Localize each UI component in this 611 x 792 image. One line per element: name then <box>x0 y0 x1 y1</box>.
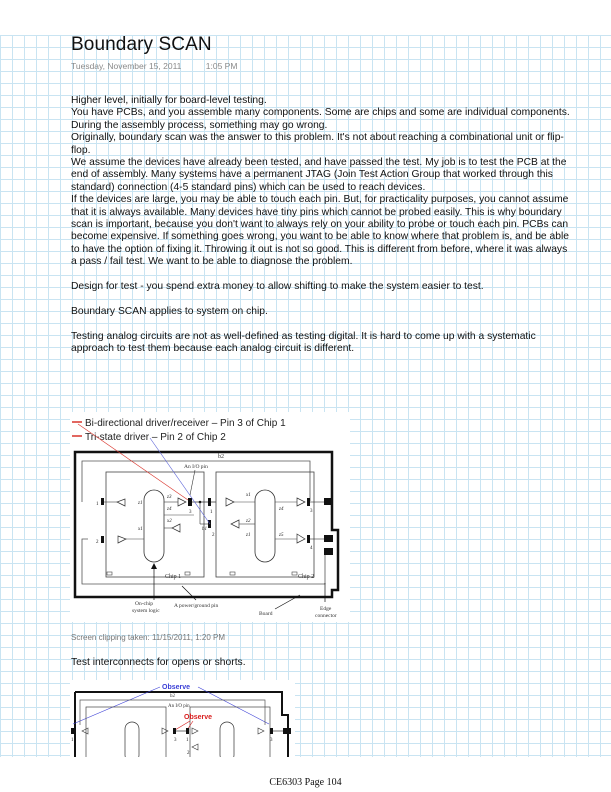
svg-text:z5: z5 <box>279 533 284 538</box>
notes-body <box>71 95 571 355</box>
note-paragraph: If the devices are large, you may be able to touch each pin. But, for practicality purposes, you cannot assume that it is always available. Many devices have tiny pins which cannot be probed easily. This is why boundary scan is important, because you don't want to always rely on your ability to probe or touch each pin. PCBs can become expensive. If something goes wrong, you want to be able to know where that problem is, and be able to have the option of fixing it. Throwing it out is not so good. This is different from before, where it was always a pass / fail test. We want to be able to diagnose the problem. <box>71 194 569 268</box>
svg-text:z1: z1 <box>138 501 143 506</box>
svg-text:1: 1 <box>96 502 99 507</box>
svg-text:2: 2 <box>96 540 99 545</box>
svg-text:1: 1 <box>210 510 213 515</box>
svg-text:z1: z1 <box>246 533 251 538</box>
board-diagram <box>70 412 350 622</box>
chip-2-logic-block <box>255 490 275 562</box>
observe-diagram <box>70 680 295 757</box>
svg-text:x1: x1 <box>138 527 143 532</box>
svg-text:1: 1 <box>71 738 74 743</box>
label-io-pin: An I/O pin <box>184 464 208 470</box>
note-paragraph: Boundary SCAN applies to system on chip. <box>71 305 268 317</box>
label-b2: b2 <box>170 694 175 699</box>
note-paragraph: You have PCBs, and you assemble many components. Some are chips and some are individual components. During the assembly process, something may go wrong. <box>71 107 570 131</box>
label-io-pin: An I/O pin <box>168 704 190 709</box>
svg-text:z4: z4 <box>279 507 284 512</box>
label-power-ground-pin: A power/ground pin <box>174 603 219 609</box>
clipping-caption: Screen clipping taken: 11/15/2011, 1:20 PM <box>71 633 226 642</box>
note-test-interconnects: Test interconnects for opens or shorts. <box>71 657 246 668</box>
note-paragraph: We assume the devices have already been tested, and have passed the test. My job is to test the PCB at the end of assembly. Many systems have a permanent JTAG (Join Test Action Group that worked through this standard) connection (4-5 standard pins) which can be used to reach devices. <box>71 157 567 193</box>
boundary-scan-diagram-clipping <box>70 412 350 622</box>
label-system-logic: system logic <box>132 608 160 614</box>
svg-text:z4: z4 <box>167 507 172 512</box>
label-connector: connector <box>315 613 337 619</box>
label-on-chip: On-chip <box>135 601 154 607</box>
label-chip-1: Chip 1 <box>165 574 182 580</box>
page-date: Tuesday, November 15, 2011 <box>71 61 182 71</box>
svg-text:3: 3 <box>270 738 273 743</box>
svg-text:2: 2 <box>212 533 215 538</box>
page-title: Boundary SCAN <box>71 34 212 55</box>
label-edge: Edge <box>320 606 332 612</box>
label-b1: b1 <box>202 527 207 532</box>
svg-text:z2: z2 <box>246 519 251 524</box>
note-paragraph: Testing analog circuits are not as well-defined as testing digital. It is hard to come up with a systematic approach to test them because each analog circuit is different. <box>71 330 536 355</box>
page-dateline <box>71 61 237 71</box>
svg-text:4: 4 <box>310 546 313 551</box>
label-b2: b2 <box>218 454 224 460</box>
note-paragraph: Higher level, initially for board-level testing. <box>71 95 267 106</box>
edge-connector-pin <box>324 498 333 505</box>
svg-text:z3: z3 <box>167 495 172 500</box>
edge-connector-pin <box>324 548 333 555</box>
chip-1-logic-block <box>144 490 164 562</box>
svg-text:x1: x1 <box>246 493 251 498</box>
note-paragraph: Design for test - you spend extra money to allow shifting to make the system easier to test. <box>71 281 484 293</box>
observe-diagram-clipping <box>70 680 295 757</box>
svg-text:3: 3 <box>189 510 192 515</box>
legend-bidirectional: Bi-directional driver/receiver – Pin 3 of Chip 1 <box>85 418 286 429</box>
observe-label-blue: Observe <box>162 684 191 691</box>
label-chip-2: Chip 2 <box>298 574 315 580</box>
legend-tristate: Tri-state driver – Pin 2 of Chip 2 <box>85 432 226 443</box>
svg-text:x2: x2 <box>167 519 172 524</box>
note-paragraph: Originally, boundary scan was the answer to this problem. It's not about reaching a combinational unit or flip-flop. <box>71 132 564 156</box>
svg-text:3: 3 <box>174 738 177 743</box>
svg-text:3: 3 <box>310 509 313 514</box>
page-time: 1:05 PM <box>205 61 238 71</box>
svg-text:1: 1 <box>186 738 189 743</box>
label-board: Board <box>259 611 273 617</box>
page-footer: CE6303 Page 104 <box>269 777 342 788</box>
observe-label-red: Observe <box>184 714 213 721</box>
edge-connector-pin <box>324 535 333 542</box>
svg-text:2: 2 <box>187 751 190 756</box>
